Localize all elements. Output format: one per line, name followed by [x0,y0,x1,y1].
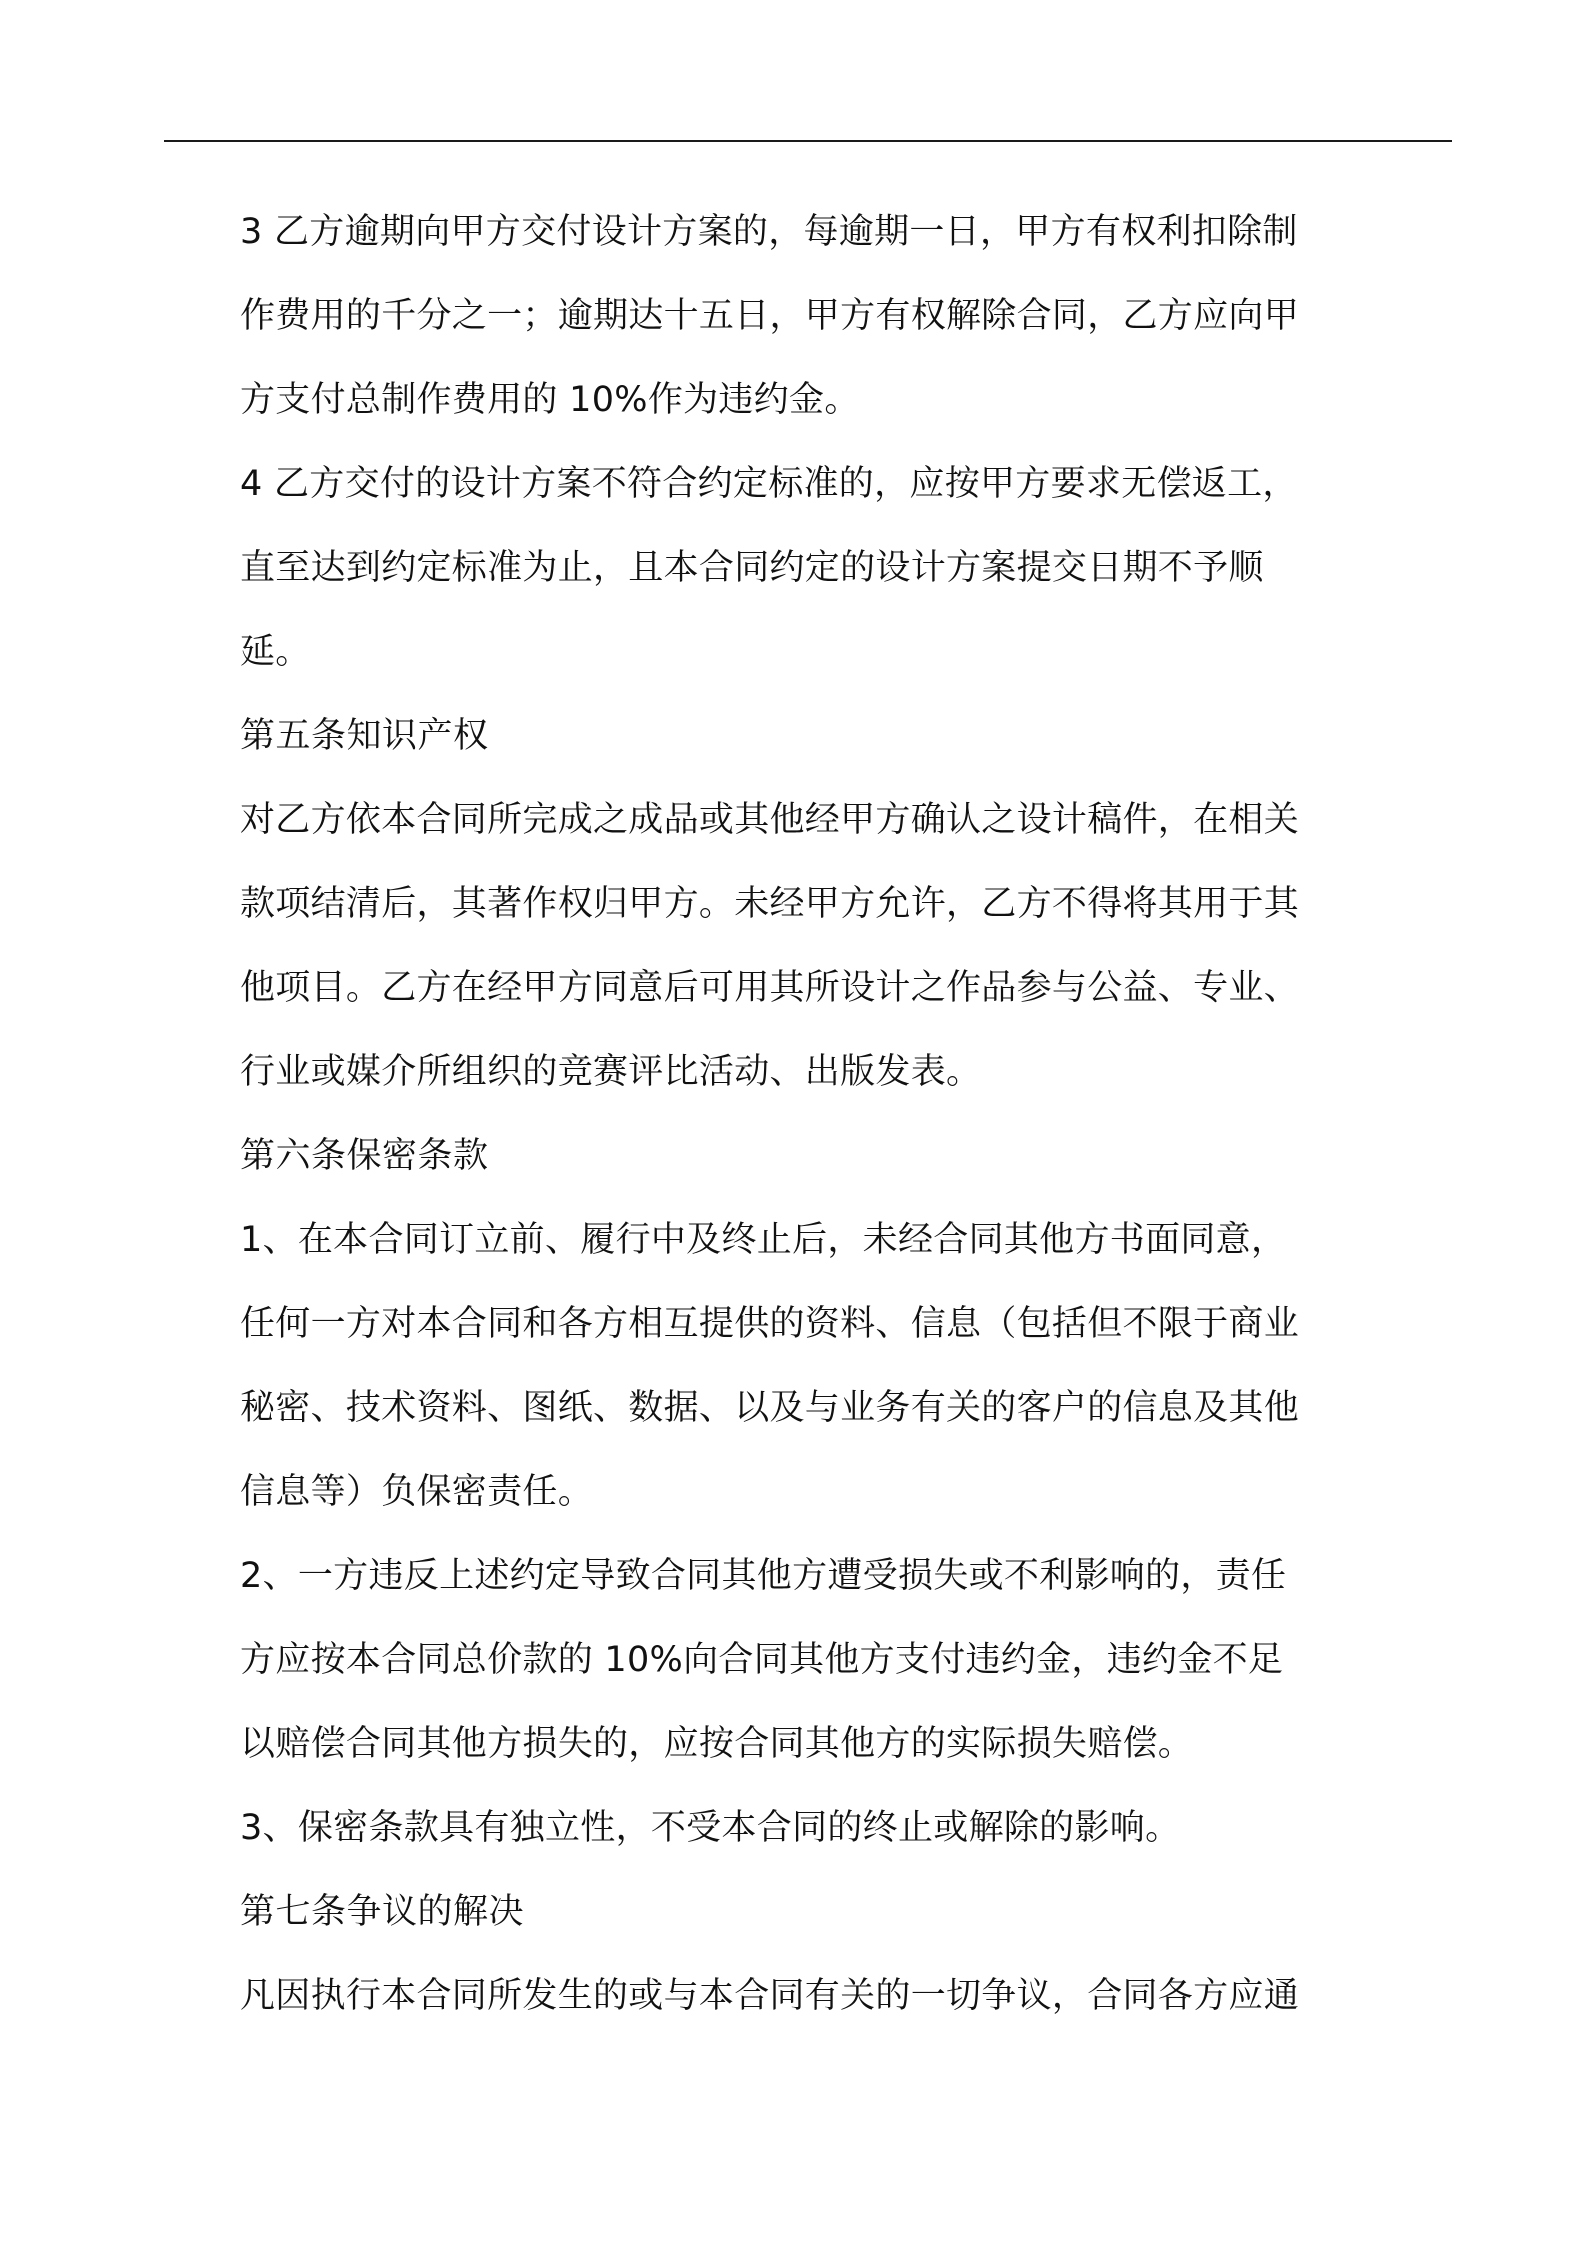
text-line: 款项结清后，其著作权归甲方。未经甲方允许，乙方不得将其用于其 [240,884,1300,924]
section-heading: 第五条知识产权 [240,716,489,756]
text-line: 2、一方违反上述约定导致合同其他方遭受损失或不利影响的，责任 [240,1556,1287,1596]
text-line: 延。 [240,632,311,672]
document-body [240,190,1360,2038]
text-line: 行业或媒介所组织的竞赛评比活动、出版发表。 [240,1052,982,1092]
text-line: 3 乙方逾期向甲方交付设计方案的，每逾期一日，甲方有权利扣除制 [240,212,1298,252]
header-divider [164,140,1452,142]
text-line: 任何一方对本合同和各方相互提供的资料、信息（包括但不限于商业 [240,1304,1300,1344]
text-line: 作费用的千分之一；逾期达十五日，甲方有权解除合同，乙方应向甲 [240,296,1300,336]
text-line: 信息等）负保密责任。 [240,1472,594,1512]
text-line: 他项目。乙方在经甲方同意后可用其所设计之作品参与公益、专业、 [240,968,1300,1008]
text-line: 方应按本合同总价款的 10%向合同其他方支付违约金，违约金不足 [240,1640,1284,1680]
text-line: 以赔偿合同其他方损失的，应按合同其他方的实际损失赔偿。 [240,1724,1194,1764]
text-line: 直至达到约定标准为止，且本合同约定的设计方案提交日期不予顺 [240,548,1264,588]
section-heading: 第七条争议的解决 [240,1892,525,1932]
text-line: 对乙方依本合同所完成之成品或其他经甲方确认之设计稿件，在相关 [240,800,1300,840]
text-line: 3、保密条款具有独立性，不受本合同的终止或解除的影响。 [240,1808,1181,1848]
text-line: 1、在本合同订立前、履行中及终止后，未经合同其他方书面同意， [240,1220,1287,1260]
text-line: 方支付总制作费用的 10%作为违约金。 [240,380,860,420]
text-line: 凡因执行本合同所发生的或与本合同有关的一切争议，合同各方应通 [240,1976,1300,2016]
text-line: 秘密、技术资料、图纸、数据、以及与业务有关的客户的信息及其他 [240,1388,1300,1428]
text-line: 4 乙方交付的设计方案不符合约定标准的，应按甲方要求无偿返工， [240,464,1298,504]
section-heading: 第六条保密条款 [240,1136,489,1176]
